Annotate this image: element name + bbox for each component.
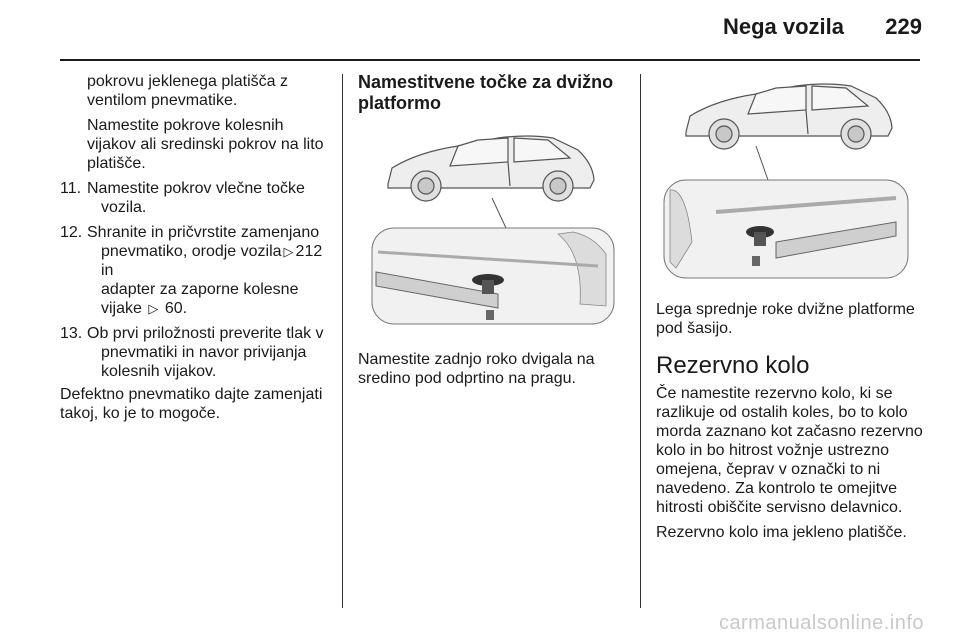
- front-lift-point-illustration: [656, 72, 912, 286]
- list-item-11: 11. Namestite pokrov vlečne točke vozila.: [60, 180, 305, 216]
- lift-points-heading: Namestitvene točke za dvižno platformo: [358, 72, 614, 113]
- front-lift-caption: Lega sprednje roke dvižne platforme pod šasijo.: [656, 301, 915, 337]
- page-reference-arrow-icon: ▷: [148, 301, 159, 316]
- list-item-13: 13. Ob prvi priložnosti preverite tlak v pnevmatiki in navor privijanja kolesnih vijakov.: [60, 325, 324, 380]
- page-ref-212-link[interactable]: 212: [295, 243, 323, 260]
- column-divider-1: [342, 74, 343, 608]
- column-1: [60, 72, 330, 429]
- paragraph-closing: Defektno pnevmatiko dajte zamenjati takoj, ko je to mogoče.: [60, 386, 323, 422]
- paragraph-intro: pokrovu jeklenega platišča z ventilom pnevmatike.: [87, 73, 289, 109]
- column-divider-2: [640, 74, 641, 608]
- car-silhouette-icon: [388, 136, 594, 201]
- page-reference-arrow-icon: ▷: [283, 244, 294, 259]
- list-item-12: 12. Shranite in pričvrstite zamenjano pnevmatiko, orodje vozila ▷ 212 in adapter za zaporne kolesne vijake ▷ 60.: [60, 224, 323, 317]
- spare-wheel-closing: Rezervno kolo ima jekleno platišče.: [656, 524, 907, 541]
- page-header: [0, 0, 960, 62]
- car-silhouette-icon: [686, 84, 892, 149]
- spare-wheel-heading: Rezervno kolo: [656, 352, 810, 379]
- rear-lift-caption: Namestite zadnjo roko dvigala na sredino pod odprtino na pragu.: [358, 351, 595, 387]
- rear-lift-point-illustration: [358, 124, 620, 336]
- column-2: [358, 72, 626, 394]
- column-3: [656, 72, 924, 548]
- watermark: carmanualsonline.info: [718, 612, 924, 634]
- page-ref-60-link[interactable]: 60.: [164, 300, 188, 317]
- spare-wheel-body: Če namestite rezervno kolo, ki se razlikuje od ostalih koles, bo to kolo morda zaznano kot začasno rezervno kolo in bo hitrost vožnje ustrezno omejena, čeprav v označki to ni navedeno. Za kontrolo te omejitve hitrosti obiščite servisno delavnico.: [656, 385, 923, 516]
- paragraph-hub-caps: Namestite pokrove kolesnih vijakov ali sredinski pokrov na lito platišče.: [87, 117, 324, 172]
- section-title: Nega vozila: [722, 14, 844, 39]
- page-number: 229: [885, 14, 922, 39]
- header-rule: [60, 59, 920, 61]
